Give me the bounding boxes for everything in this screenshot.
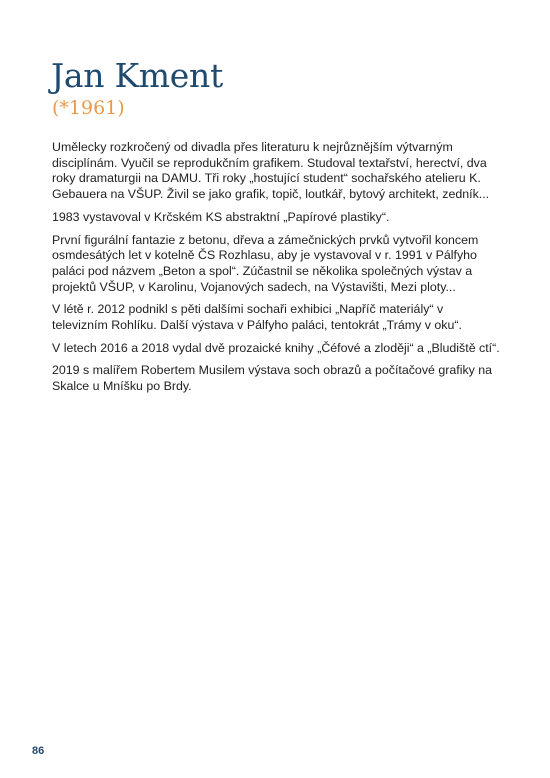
artist-birth-year: (*1961): [52, 97, 125, 119]
biography-paragraph: První figurální fantazie z betonu, dřeva a zámečnických prvků vytvořil koncem osmdesátých let v kotelně ČS Rozhlasu, aby je vystavoval v r. 1991 v Pálfyho paláci pod názvem „Beton a spol“. Zúčastnil se několika společných výstav a projektů VŠUP, v Karolinu, Vojanových sadech, na Výstavišti, Mezi ploty...: [52, 232, 479, 294]
biography-paragraph: Umělecky rozkročený od divadla přes literaturu k nejrůznějším výtvarným disciplínám. Vyučil se reprodukčním grafikem. Studoval textařství, herectví, dva roky dramaturgii na DAMU. Tři roky „hostující student“ sochařského atelieru K. Gebauera na VŠUP. Živil se jako grafik, topič, loutkář, bytový architekt, zedník...: [52, 140, 490, 202]
artist-name: Jan Kment: [51, 56, 223, 95]
biography-text: [52, 140, 502, 402]
page-number: 86: [32, 745, 45, 757]
biography-paragraph: V létě r. 2012 podnikl s pěti dalšími sochaři exhibici „Napříč materiály“ v televizním Rohlíku. Další výstava v Pálfyho paláci, tentokrát „Trámy v oku“.: [52, 302, 462, 333]
biography-paragraph: V letech 2016 a 2018 vydal dvě prozaické knihy „Čéfové a zloději“ a „Bludiště ctí“.: [52, 340, 500, 355]
biography-paragraph: 2019 s malířem Robertem Musilem výstava soch obrazů a počítačové grafiky na Skalce u Mníšku po Brdy.: [52, 363, 493, 394]
biography-paragraph: 1983 vystavoval v Krčském KS abstraktní „Papírové plastiky“.: [52, 209, 390, 224]
